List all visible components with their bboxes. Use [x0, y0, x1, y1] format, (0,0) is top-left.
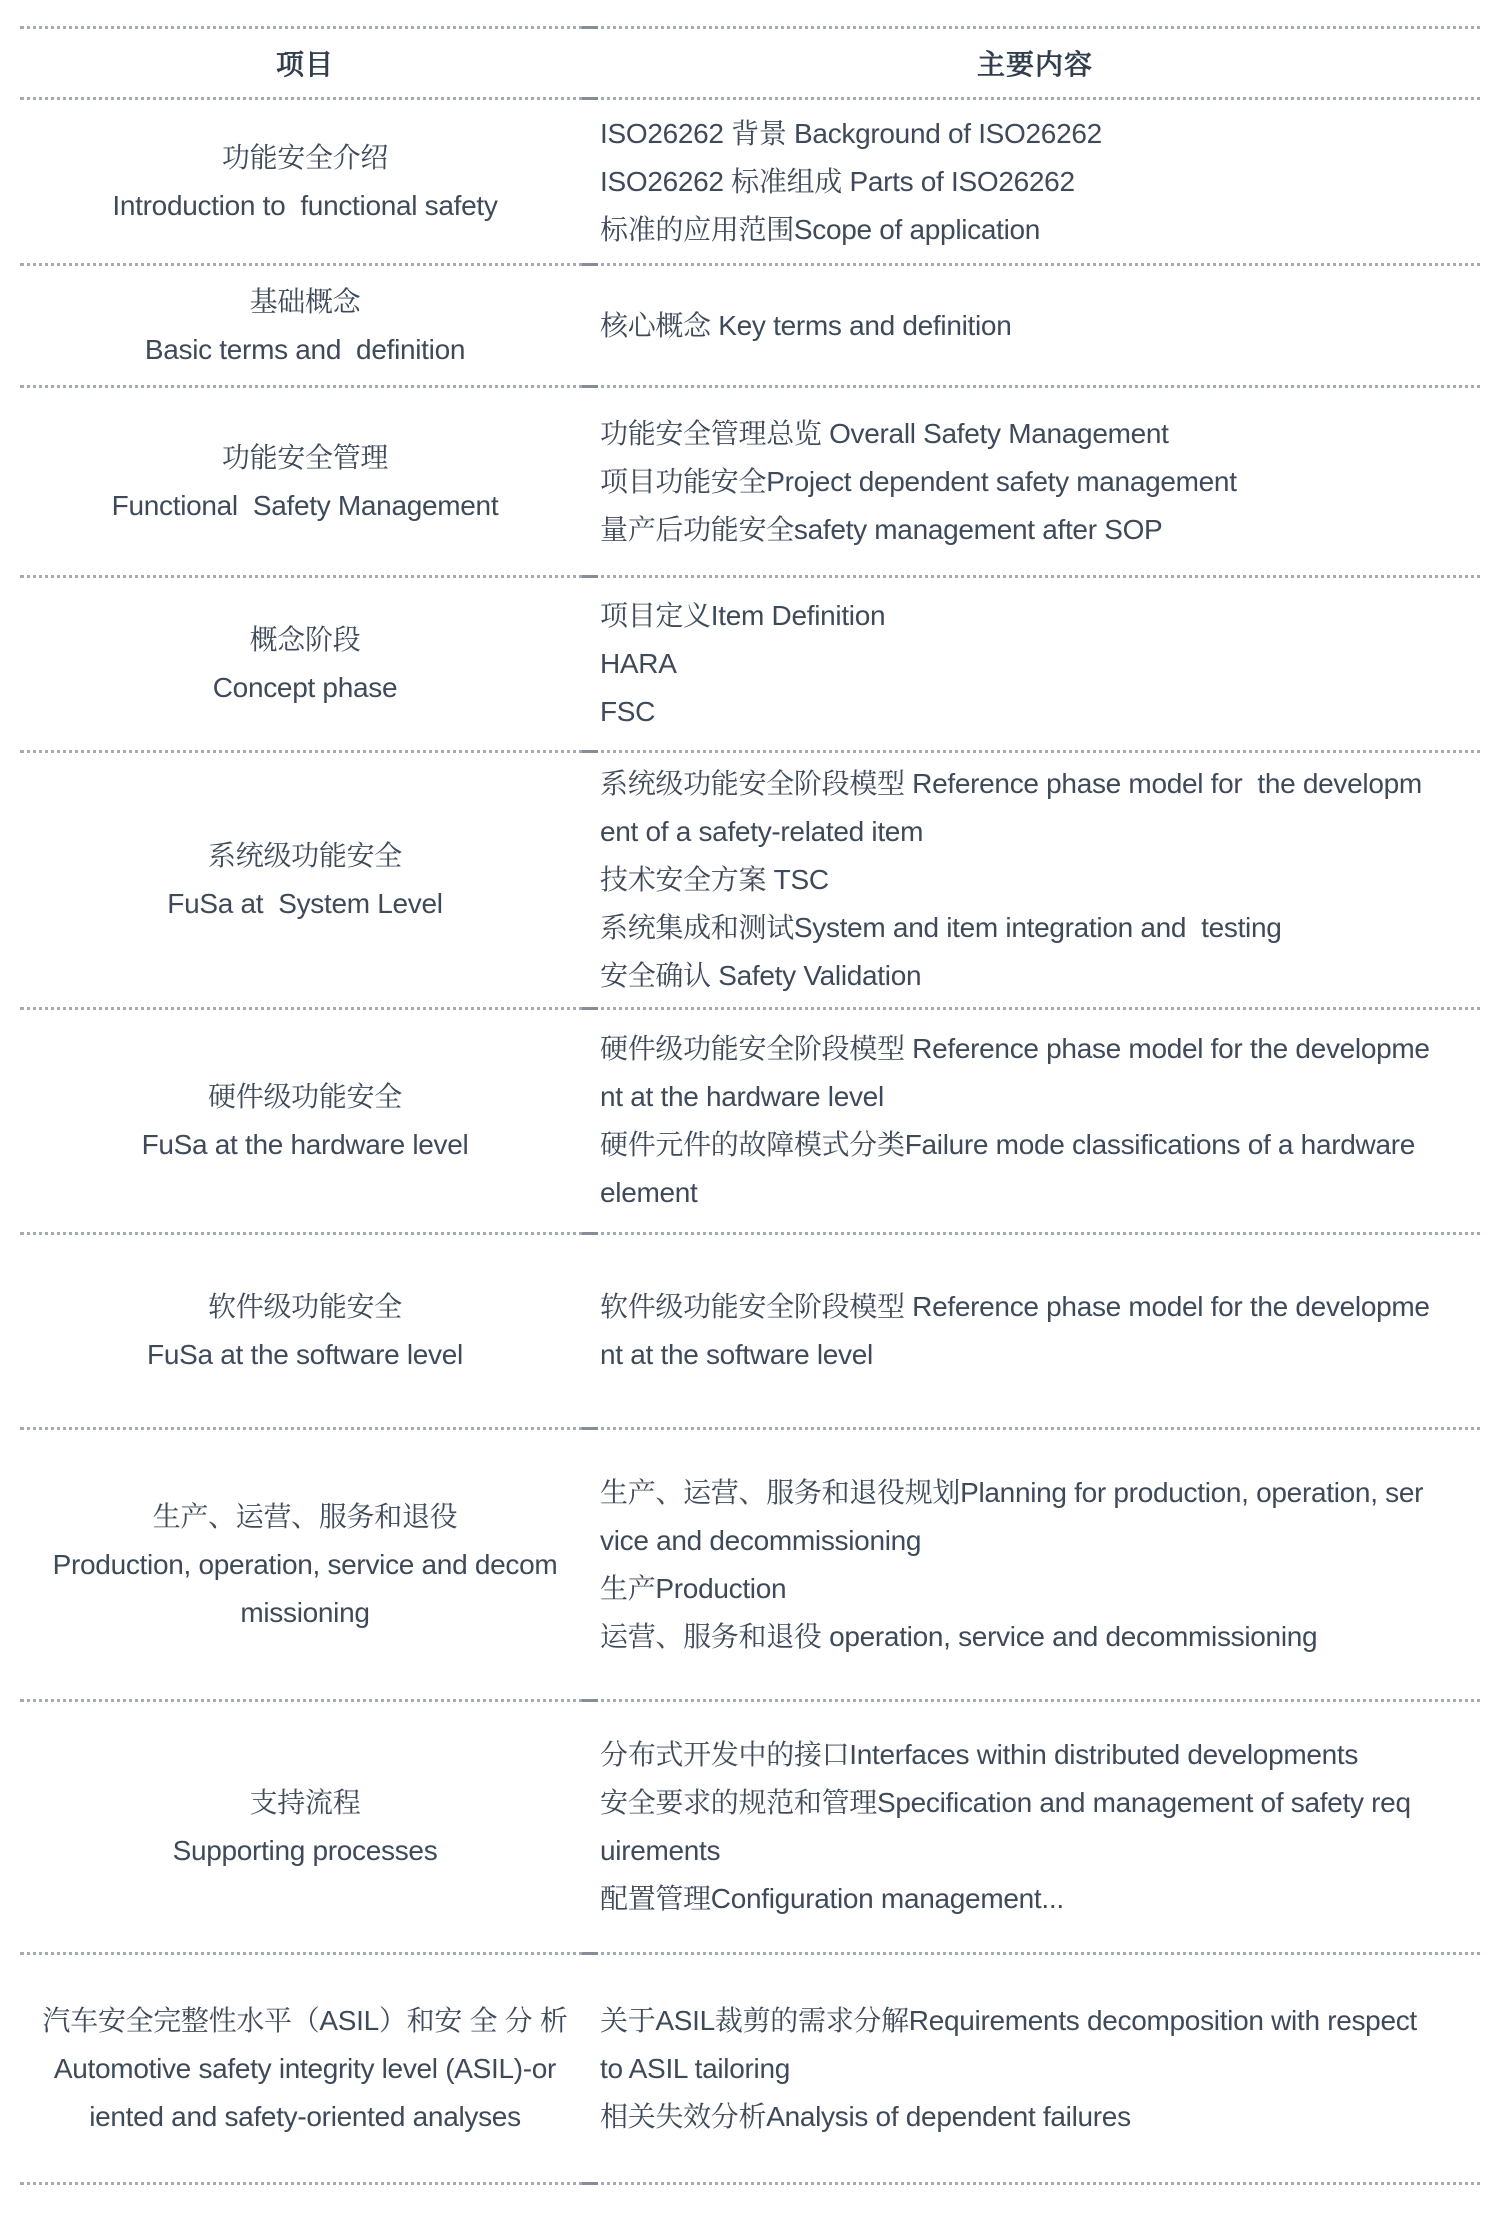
column-header-content: 主要内容: [590, 26, 1480, 100]
content-cell: [590, 266, 1480, 388]
table-row: [20, 1010, 1480, 1235]
item-line: Concept phase: [212, 672, 398, 703]
table-row: [20, 266, 1480, 388]
content-cell: [590, 1235, 1480, 1430]
content-line: 项目功能安全Project dependent safety management: [600, 465, 1237, 497]
content-line: to ASIL tailoring: [600, 2052, 790, 2084]
item-line: 软件级功能安全: [208, 1291, 402, 1322]
table-body: [20, 100, 1480, 2185]
content-cell: [590, 1430, 1480, 1702]
item-cell: [20, 753, 590, 1010]
table-row: [20, 753, 1480, 1010]
content-line: ent of a safety-related item: [600, 816, 924, 847]
item-line: 功能安全介绍: [221, 141, 389, 173]
content-line: 安全要求的规范和管理Specification and management of safety req: [600, 1787, 1411, 1818]
content-line: 系统级功能安全阶段模型 Reference phase model for the developm: [600, 768, 1422, 799]
table-row: [20, 1702, 1480, 1955]
course-outline-table: [20, 26, 1480, 2185]
item-line: Production, operation, service and decom: [52, 1548, 558, 1580]
content-line: 生产Production: [600, 1572, 787, 1604]
content-line: nt at the hardware level: [600, 1081, 884, 1112]
content-line: 标准的应用范围Scope of application: [600, 213, 1041, 245]
table-row: [20, 1955, 1480, 2185]
item-line: iented and safety-oriented analyses: [89, 2100, 521, 2132]
item-cell: [20, 578, 590, 753]
item-line: 功能安全管理: [221, 441, 389, 473]
item-line: Functional Safety Management: [111, 489, 499, 521]
item-cell: [20, 266, 590, 388]
item-line: Introduction to functional safety: [112, 189, 498, 221]
content-line: 配置管理Configuration management...: [600, 1883, 1064, 1914]
item-line: 基础概念: [249, 285, 361, 317]
item-cell: [20, 1955, 590, 2185]
content-line: vice and decommissioning: [600, 1524, 922, 1556]
content-line: 硬件级功能安全阶段模型 Reference phase model for the developme: [600, 1033, 1430, 1064]
content-cell: [590, 753, 1480, 1010]
content-line: HARA: [600, 648, 677, 679]
content-line: 软件级功能安全阶段模型 Reference phase model for the developme: [600, 1291, 1430, 1322]
item-cell: [20, 1702, 590, 1955]
table-row: [20, 578, 1480, 753]
table-row: [20, 100, 1480, 266]
content-cell: [590, 100, 1480, 266]
content-cell: [590, 578, 1480, 753]
content-cell: [590, 388, 1480, 578]
content-line: ISO26262 标准组成 Parts of ISO26262: [600, 165, 1075, 197]
column-header-item: 项目: [20, 26, 590, 100]
item-line: 概念阶段: [249, 624, 361, 655]
item-line: 支持流程: [249, 1787, 361, 1818]
item-line: 生产、运营、服务和退役: [152, 1500, 458, 1532]
item-cell: [20, 1010, 590, 1235]
item-line: FuSa at the software level: [147, 1339, 463, 1370]
content-line: 生产、运营、服务和退役规划Planning for production, operation, ser: [600, 1476, 1424, 1508]
item-line: Basic terms and definition: [144, 333, 466, 365]
item-cell: [20, 100, 590, 266]
table-row: [20, 388, 1480, 578]
content-line: 功能安全管理总览 Overall Safety Management: [600, 417, 1169, 449]
content-line: 安全确认 Safety Validation: [600, 960, 922, 991]
item-cell: [20, 1235, 590, 1430]
item-line: missioning: [240, 1596, 370, 1628]
content-cell: [590, 1010, 1480, 1235]
content-line: uirements: [600, 1835, 721, 1866]
content-cell: [590, 1702, 1480, 1955]
item-cell: [20, 388, 590, 578]
item-line: FuSa at System Level: [167, 888, 443, 919]
header-row: [20, 26, 1480, 100]
content-line: 相关失效分析Analysis of dependent failures: [600, 2100, 1131, 2132]
item-line: 硬件级功能安全: [208, 1081, 402, 1112]
content-cell: [590, 1955, 1480, 2185]
item-cell: [20, 1430, 590, 1702]
content-line: 运营、服务和退役 operation, service and decommissioning: [600, 1620, 1318, 1652]
content-line: nt at the software level: [600, 1339, 873, 1370]
item-line: 系统级功能安全: [208, 840, 402, 871]
item-line: Automotive safety integrity level (ASIL)-or: [53, 2052, 557, 2084]
item-line: 汽车安全完整性水平（ASIL）和安 全 分 析: [42, 2004, 568, 2036]
content-line: element: [600, 1177, 698, 1208]
table-row: [20, 1235, 1480, 1430]
content-line: 系统集成和测试System and item integration and testing: [600, 912, 1282, 943]
content-line: 分布式开发中的接口Interfaces within distributed developments: [600, 1739, 1359, 1770]
content-line: FSC: [600, 696, 656, 727]
content-line: 项目定义Item Definition: [600, 600, 886, 631]
content-line: 硬件元件的故障模式分类Failure mode classifications of a hardware: [600, 1129, 1416, 1160]
content-line: 关于ASIL裁剪的需求分解Requirements decomposition with respect: [600, 2004, 1417, 2036]
content-line: 量产后功能安全safety management after SOP: [600, 513, 1163, 545]
table-header: [20, 26, 1480, 100]
content-line: 技术安全方案 TSC: [600, 864, 829, 895]
content-line: 核心概念 Key terms and definition: [600, 309, 1012, 341]
item-line: Supporting processes: [172, 1835, 438, 1866]
item-line: FuSa at the hardware level: [141, 1129, 469, 1160]
content-line: ISO26262 背景 Background of ISO26262: [600, 117, 1102, 149]
table-row: [20, 1430, 1480, 1702]
